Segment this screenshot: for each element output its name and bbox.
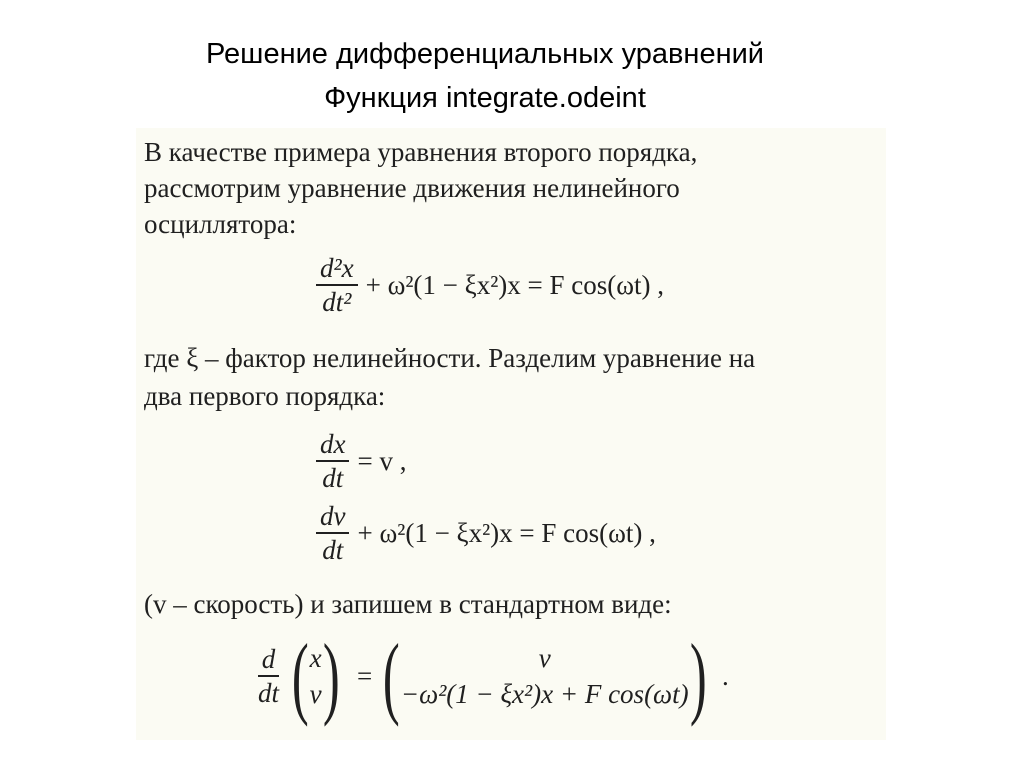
equation-2 [316,428,406,494]
equation-1-fraction [316,252,358,318]
equation-4-fraction [254,643,283,709]
derivative-vector-top: v [538,643,551,673]
para-1-line-1: В качестве примера уравнения второго порядка, [144,137,698,167]
content-panel [136,128,886,740]
equation-4-equals: = [357,660,373,691]
equation-1-rhs: + ω²(1 − ξx²)x = F cos(ωt) , [365,269,665,300]
para-2-line-2: два первого порядка: [144,381,386,411]
equation-3-numerator: dv [316,500,349,534]
state-vector-bottom: v [309,679,322,709]
equation-2-rhs: = v , [357,445,407,476]
equation-3-rhs: + ω²(1 − ξx²)x = F cos(ωt) , [357,517,656,548]
left-paren-2: ( [383,625,401,727]
equation-4-denominator: dt [258,678,280,708]
para-1-line-3: осциллятора: [144,209,297,239]
right-paren-2: ) [689,625,707,727]
slide-title [0,32,970,120]
state-vector-top: x [309,643,322,673]
para-2-line-1: где ξ – фактор нелинейности. Разделим уравнение на [144,343,756,373]
right-paren-1: ) [322,625,340,727]
left-paren-1: ( [291,625,309,727]
state-vector [310,640,322,712]
title-line-2: Функция integrate.odeint [324,82,646,114]
equation-2-numerator: dx [316,428,349,462]
para-1-line-2: рассмотрим уравнение движения нелинейного [144,173,680,203]
para-3-line-1: (v – скорость) и запишем в стандартном виде: [144,589,672,619]
equation-4-numerator: d [258,643,280,677]
equation-3-fraction [316,500,349,566]
equation-1-numerator: d²x [316,252,358,286]
equation-4-end: . [722,660,729,691]
equation-3 [316,500,656,566]
equation-1 [316,252,664,318]
derivative-vector-bottom: −ω²(1 − ξx²)x + F cos(ωt) [400,679,689,709]
equation-4 [254,625,729,727]
derivative-vector [401,640,689,712]
equation-2-denominator: dt [322,463,344,493]
equation-1-denominator: dt² [322,287,352,317]
title-line-1: Решение дифференциальных уравнений [205,38,764,70]
equation-2-fraction [316,428,349,494]
equation-3-denominator: dt [322,535,344,565]
